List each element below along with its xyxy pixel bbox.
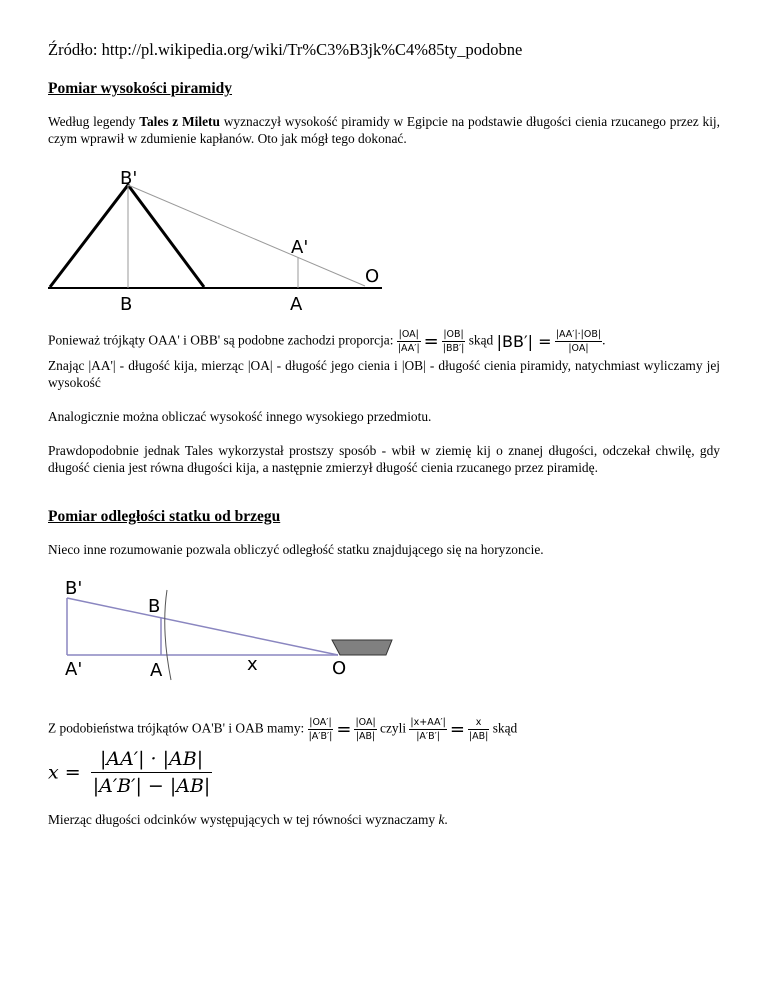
frac-den: |BB′| [442,343,465,354]
simple-method-paragraph: Prawdopodobnie jednak Tales wykorzystał prostszy sposób - wbił w ziemię kij o znanej długości, odczekał chwilę, gdy długość cienia jest równa długości kija, a następnie zmierzył długość cienia rzucanego przez piramidę. [48,443,720,475]
formula-denominator: |A′B′| − |AB| [92,775,211,797]
similarity-line [48,717,748,742]
tales-name: Tales z Miletu [139,114,220,129]
skad-word: skąd [468,332,494,348]
formula-fraction [91,748,213,797]
frac-den: |OA| [568,343,589,354]
label-a-prime: A' [291,237,309,258]
label-b: B [148,596,161,617]
label-a-prime: A' [65,659,83,680]
fraction-oa-prime [308,717,334,742]
proportion-text: Ponieważ trójkąty OAA' i OBB' są podobne zachodzi proporcja: [48,332,394,348]
section-heading-pyramid: Pomiar wysokości piramidy [48,80,232,97]
ship-diagram [40,570,410,690]
frac-num: x [468,717,489,730]
analog-paragraph: Analogicznie można obliczać wysokość innego wysokiego przedmiotu. [48,409,432,424]
frac-den: |AA′| [397,343,420,354]
label-a: A [150,660,163,681]
section-heading-ship: Pomiar odległości statku od brzegu [48,508,281,525]
label-b: B [120,294,133,315]
label-x: x [247,654,258,675]
label-b-prime: B' [65,578,83,599]
closing-paragraph [48,811,720,828]
frac-num: |OA| [398,329,419,340]
label-b-prime: B' [120,168,138,189]
frac-num: |OA| [355,717,376,728]
frac-den: |AB| [468,731,489,742]
equals-sign: = [336,719,352,740]
frac-num: |x+AA′| [410,717,446,728]
fraction-x-ab [468,717,489,742]
frac-num: |OA′| [309,717,332,728]
closing-period: . [444,812,448,827]
czyli-word: czyli [380,720,407,736]
fraction-oa-ab [354,717,376,742]
frac-den: |A′B′| [308,731,333,742]
frac-den: |A′B′| [416,731,440,742]
formula-numerator: |AA′| · |AB| [91,748,213,773]
frac-num: |OB| [443,329,464,340]
fraction-ob-bb [442,329,466,354]
frac-den: |AB| [355,731,376,742]
formula-lhs: x = [48,761,81,784]
variable-k: k [438,812,445,827]
ship-intro-paragraph: Nieco inne rozumowanie pozwala obliczyć odległość statku znajdującego się na horyzoncie. [48,542,544,557]
frac-num: |AA′|·|OB| [555,329,602,340]
intro-text: Według legendy [48,114,140,129]
similarity-text: Z podobieństwa trójkątów OA'B' i OAB mamy: [48,720,305,736]
closing-text: Mierząc długości odcinków występujących w tej równości wyznaczamy [48,812,439,827]
intro-text-rest: wyznaczył wysokość piramidy w Egipcie na podstawie długości cienia rzucanego przez kij, czym wprawił w zdumienie kapłanów. Oto jak mógł tego dokonać. [48,114,721,146]
distance-formula [48,748,212,797]
fraction-oa-aa [397,329,421,354]
equals-sign: = [423,331,439,352]
knowing-paragraph: Znając |AA'| - długość kija, mierząc |OA| - długość jego cienia i |OB| - długość cienia piramidy, natychmiast wyliczamy jej wysokość [48,358,720,390]
fraction-x-plus-aa [409,717,446,742]
shore-line [165,590,171,680]
pyramid-diagram [40,160,400,320]
sight-line [67,598,338,655]
fraction-bb-result [555,329,602,354]
period: . [602,332,606,348]
pyramid-intro-paragraph [48,113,720,147]
ship-icon [332,640,392,655]
skad-word: skąd [492,720,518,736]
shadow-ray [128,185,365,286]
pyramid-outline [50,185,204,287]
bb-lhs: |BB′| = [496,332,552,351]
label-o: O [332,658,347,679]
equals-sign: = [449,719,465,740]
source-line: Źródło: http://pl.wikipedia.org/wiki/Tr%C3%B3jk%C4%85ty_podobne [48,40,523,59]
label-o: O [365,266,380,287]
label-a: A [290,294,303,315]
proportion-line [48,329,748,354]
